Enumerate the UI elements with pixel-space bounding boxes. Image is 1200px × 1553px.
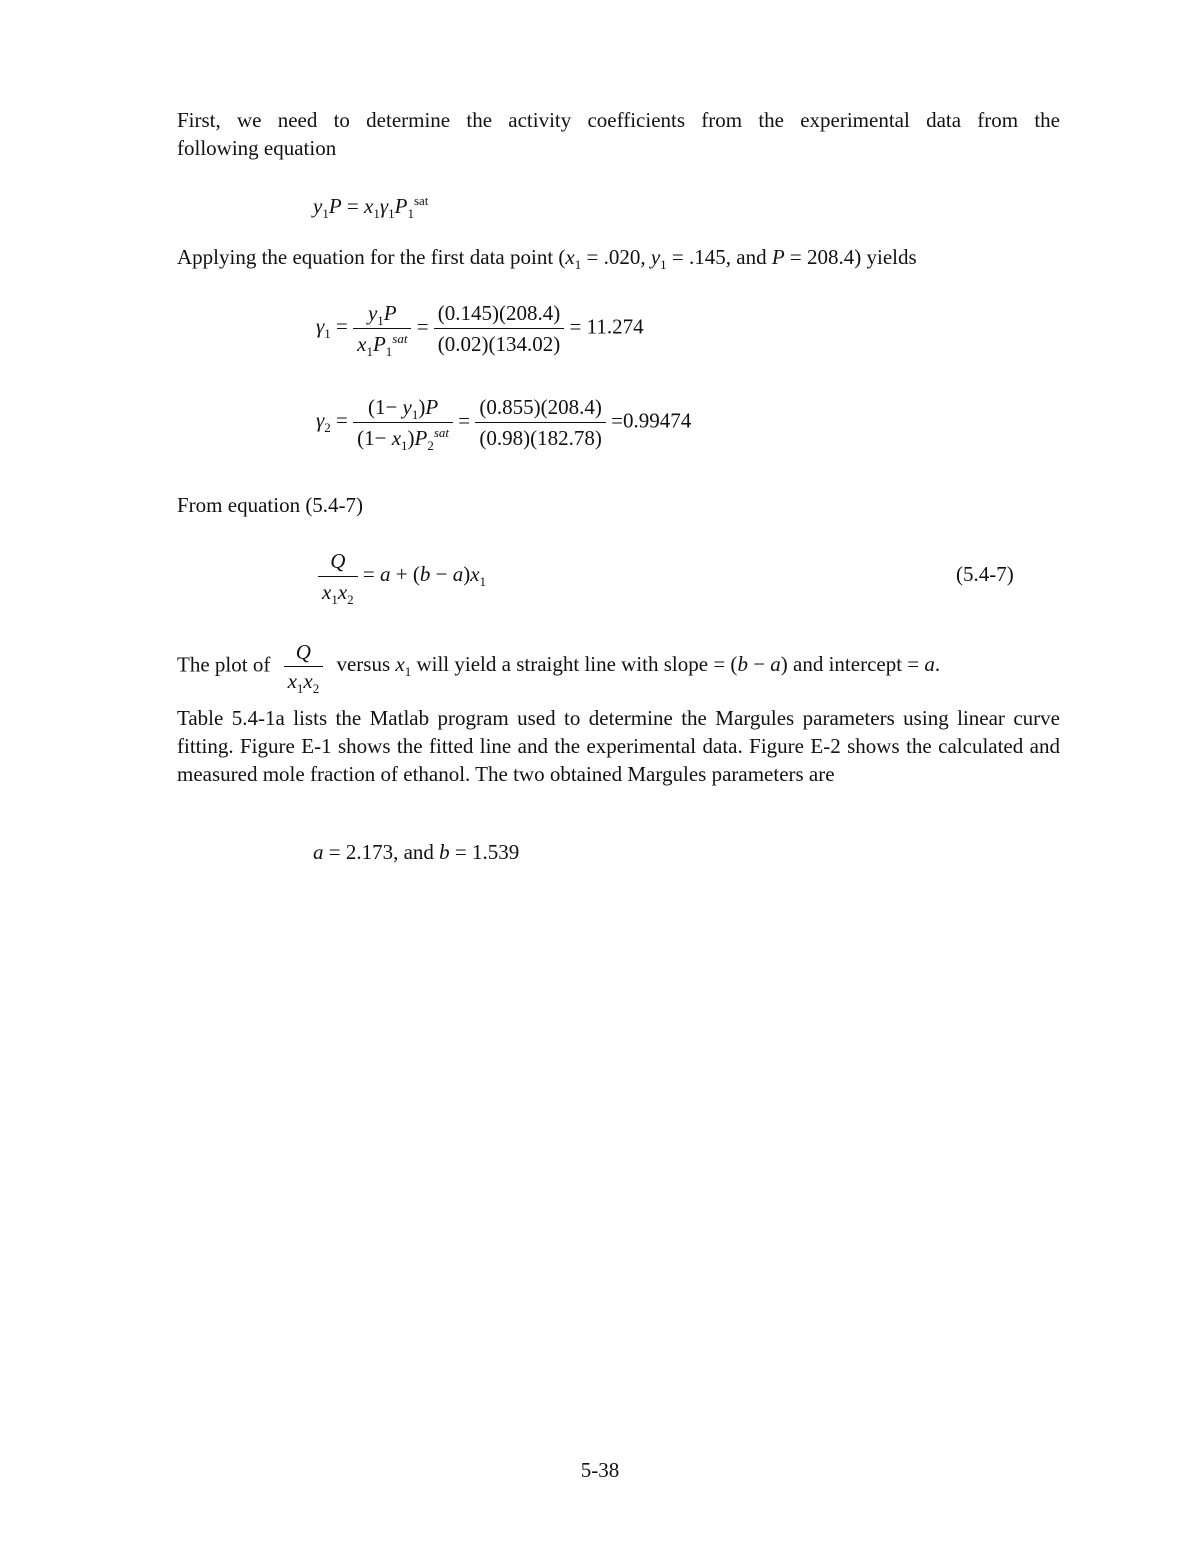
table-paragraph: Table 5.4-1a lists the Matlab program used to determine the Margules parameters using linear curve fitting. Figure E-1 shows the fitted line and the experimental data. Figure E-2 shows the calculated and measured mole fraction of ethanol. The two obtained Margules parameters are (177, 706, 1060, 786)
margules-equation (318, 548, 487, 608)
plot-of-prefix: The plot of (177, 652, 271, 677)
margules-rhs: = $a + (b - a)x_1$ (362, 562, 487, 590)
gamma2-symbolic-fraction: $\frac{(1- y_1)P}{(1- x_1)P_2^{sat}}$ (353, 394, 453, 451)
intro-line-2: following equation (177, 136, 337, 160)
gamma2-numeric-fraction: $\frac{(0.855)(208.4)}{(0.98)(182.78)}$ (475, 394, 605, 451)
gamma1-result: = 11.274 (569, 314, 644, 339)
margules-fraction: $\frac{Q}{x_1x_2}$ (318, 548, 358, 605)
raoult-equation (313, 193, 429, 222)
gamma1-equation: $\gamma_1$ = $\frac{y_1P}{x_1P_1^{sat}}$ = $\frac{(0.145)(208.4)}{(0.02)(134.02)}$ = 11.274 (316, 301, 644, 360)
plot-of-suffix: versus $x_1$ will yield a straight line with slope = (b − a) and intercept = a. (336, 652, 941, 680)
margules-result: a = 2.173, and b = 1.539 (313, 840, 520, 864)
gamma1-symbolic-fraction: $\frac{y_1P}{x_1P_1^{sat}}$ (353, 300, 411, 357)
intro-line-1: First, we need to determine the activity coefficients from the experimental data from the (177, 108, 1060, 132)
raoult-equation-text: $y_1P = x_1\gamma_1P_1^{sat}$ (313, 193, 429, 222)
applying-paragraph: Applying the equation for the first data point ($x_1 = .020$, $y_1 = .145$, and P = 208.4) yields (177, 245, 917, 273)
gamma1-numeric-fraction: $\frac{(0.145)(208.4)}{(0.02)(134.02)}$ (434, 300, 564, 357)
gamma2-result: =0.99474 (611, 408, 692, 433)
page-number: 5-38 (580, 1458, 620, 1482)
gamma2-lhs: $\gamma_2$ = (316, 408, 348, 436)
plot-fraction: $\frac{Q}{x_1x_2}$ (284, 640, 324, 693)
from-equation-text: From equation (5.4-7) (177, 493, 364, 517)
plot-of-paragraph (177, 640, 1060, 697)
equation-number: (5.4-7) (956, 562, 1014, 586)
gamma2-equation: $\gamma_2$ = $\frac{(1- y_1)P}{(1- x_1)P_2^{sat}}$ = $\frac{(0.855)(208.4)}{(0.98)(182.78)}$ =0.99474 (316, 395, 692, 454)
gamma1-lhs: $\gamma_1$ = (316, 314, 348, 342)
